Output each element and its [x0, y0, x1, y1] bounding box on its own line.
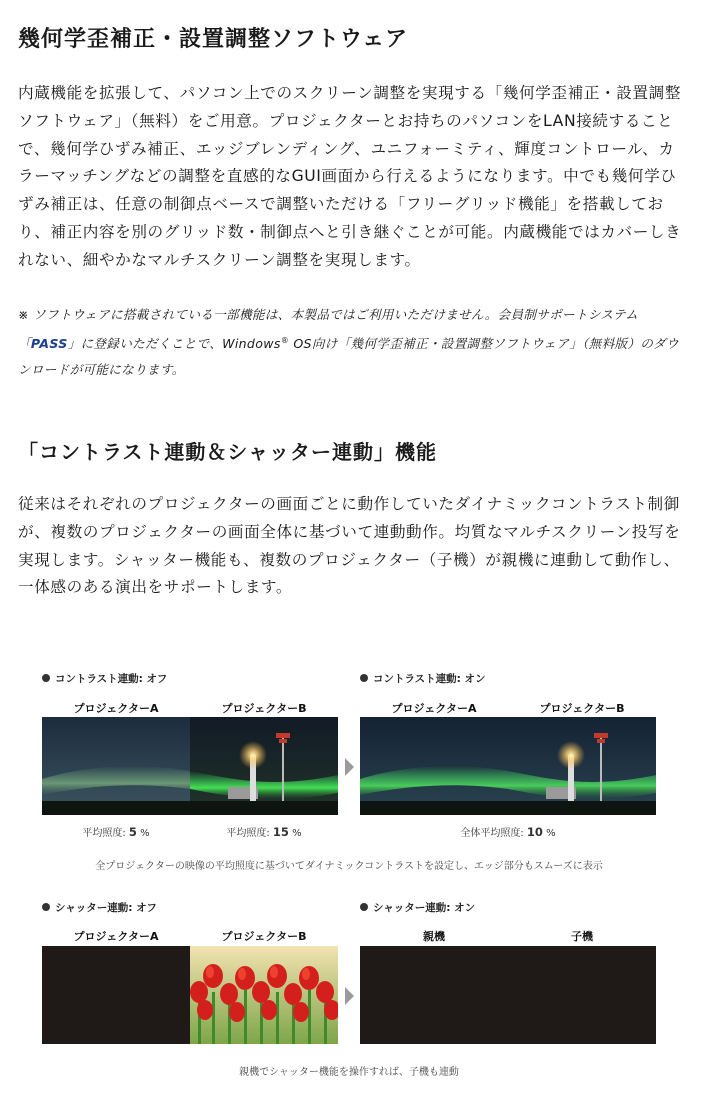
contrast-on-title: コントラスト連動: オン: [360, 671, 486, 686]
note-text-3: OS向け「幾何学歪補正・設置調整ソフトウェア」（無料版）のダウンロードが可能になります。: [18, 336, 679, 378]
contrast-off-caption-a: 平均照度: 5 %: [82, 825, 150, 839]
shutter-off-label-a: プロジェクターA: [73, 930, 159, 943]
contrast-shutter-description: 従来はそれぞれのプロジェクターの画面ごとに動作していたダイナミックコントラスト制御が、複数のプロジェクターの画面全体に基づいて連動動作。均質なマルチスクリーン投写を実現します。シャッター機能も、複数のプロジェクター（子機）が親機に連動して動作し、一体感のある演出をサポートします。: [18, 495, 681, 597]
contrast-off-label-a: プロジェクターA: [73, 702, 159, 715]
registered-mark: ®: [280, 336, 290, 345]
aurora-image-contrast-off: [42, 717, 338, 815]
tulip-image-shutter-off: [42, 946, 338, 1044]
section-title-software: 幾何学歪補正・設置調整ソフトウェア: [18, 27, 409, 52]
shutter-off-title: シャッター連動: オフ: [42, 900, 157, 915]
software-note: [18, 302, 688, 383]
contrast-on-caption: 全体平均照度: 10 %: [460, 825, 556, 839]
arrow-right-icon: [345, 987, 354, 1005]
section-title-contrast-shutter: 「コントラスト連動＆シャッター連動」機能: [18, 440, 437, 464]
contrast-footnote: 全プロジェクターの映像の平均照度に基づいてダイナミックコントラストを設定し、エッジ部分もスムーズに表示: [95, 861, 603, 872]
contrast-off-label-b: プロジェクターB: [221, 702, 307, 715]
bullet-icon: [360, 903, 368, 911]
shutter-footnote: 親機でシャッター機能を操作すれば、子機も連動: [239, 1067, 459, 1078]
note-text-1: ※ ソフトウェアに搭載されている一部機能は、本製品ではご利用いただけません。会員制サポートシステム「: [18, 307, 639, 352]
contrast-off-title: コントラスト連動: オフ: [42, 671, 167, 686]
pass-link[interactable]: PASS: [30, 336, 68, 352]
contrast-on-label-b: プロジェクターB: [539, 702, 625, 715]
contrast-on-label-a: プロジェクターA: [391, 702, 477, 715]
software-description: 内蔵機能を拡張して、パソコン上でのスクリーン調整を実現する「幾何学歪補正・設置調整ソフトウェア」（無料）をご用意。プロジェクターとお持ちのパソコンをLAN接続することで、幾何学ひずみ補正、エッジブレンディング、ユニフォーミティ、輝度コントロール、カラーマッチングなどの調整を直感的なGUI画面から行えるようになります。中でも幾何学ひずみ補正は、任意の制御点ベースで調整いただける「フリーグリッド機能」を搭載しており、補正内容を別のグリッド数・制御点へと引き継ぐことが可能。内蔵機能ではカバーしきれない、細やかなマルチスクリーン調整を実現します。: [18, 84, 682, 269]
bullet-icon: [360, 674, 368, 682]
note-text-2: 」に登録いただくことで、Windows: [67, 336, 281, 352]
black-screen-shutter-on: [360, 946, 656, 1044]
shutter-on-label-b: 子機: [571, 930, 593, 943]
shutter-on-title: シャッター連動: オン: [360, 900, 475, 915]
aurora-image-contrast-on: [360, 717, 656, 815]
arrow-right-icon: [345, 758, 354, 776]
shutter-on-label-a: 親機: [423, 930, 445, 943]
bullet-icon: [42, 674, 50, 682]
shutter-off-label-b: プロジェクターB: [221, 930, 307, 943]
bullet-icon: [42, 903, 50, 911]
contrast-off-caption-b: 平均照度: 15 %: [226, 825, 302, 839]
